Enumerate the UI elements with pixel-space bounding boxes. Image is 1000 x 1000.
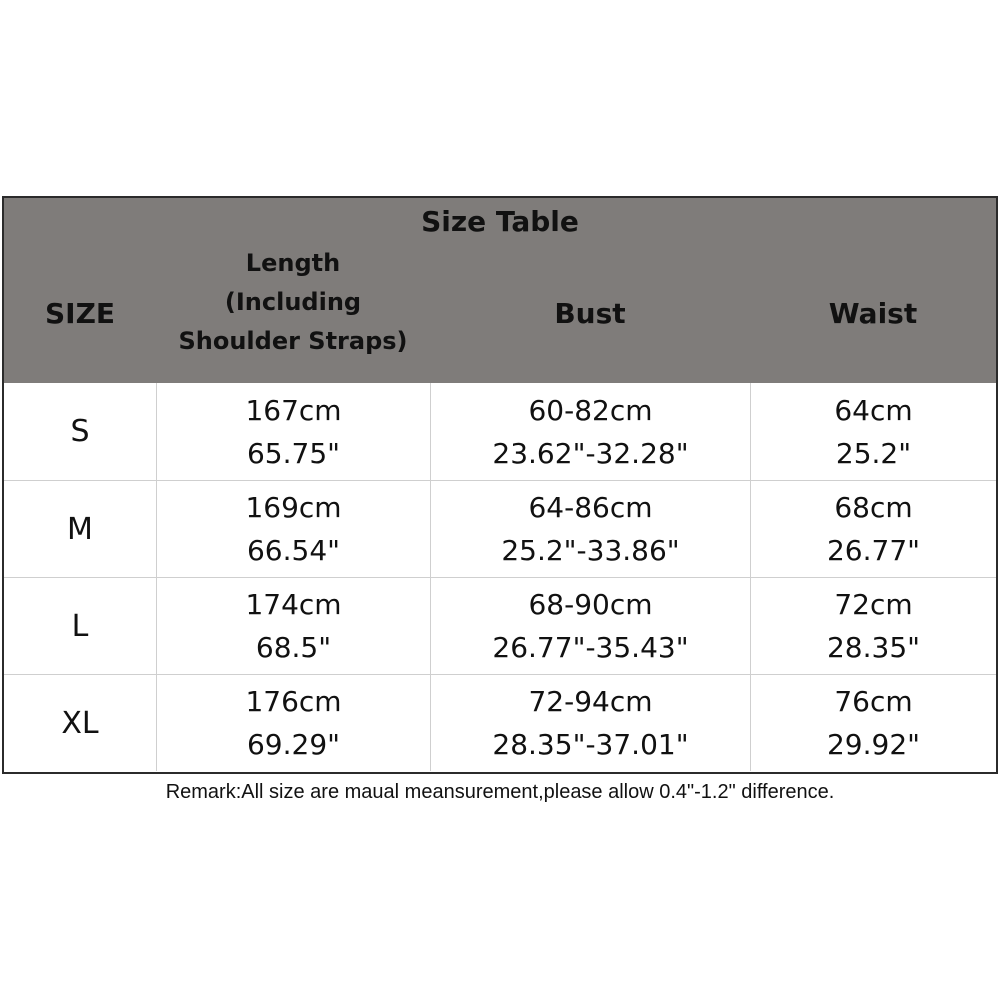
length-cm: 174cm <box>245 588 342 621</box>
size-cell: XL <box>61 705 99 741</box>
header-size: SIZE <box>44 297 115 330</box>
length-cm: 176cm <box>245 685 342 718</box>
bust-cell <box>430 383 750 480</box>
table-row <box>4 674 996 771</box>
bust-in: 23.62"-32.28" <box>492 436 689 470</box>
table-row <box>4 480 996 577</box>
length-cell <box>156 481 430 577</box>
waist-cm: 72cm <box>834 588 913 621</box>
waist-cell <box>750 675 996 771</box>
table-header <box>4 198 996 383</box>
bust-in: 28.35"-37.01" <box>492 728 689 761</box>
length-cell <box>156 675 430 771</box>
length-cell <box>156 383 430 480</box>
length-cell <box>156 578 430 674</box>
header-length <box>156 244 430 361</box>
waist-cell <box>750 383 996 480</box>
length-in: 65.75" <box>246 436 341 470</box>
bust-in: 25.2"-33.86" <box>501 534 680 567</box>
header-length-line-3: Shoulder Straps) <box>178 327 408 355</box>
bust-cell <box>430 578 750 674</box>
waist-in: 26.77" <box>826 534 921 567</box>
waist-cm: 68cm <box>834 491 913 524</box>
header-waist: Waist <box>828 297 918 330</box>
length-cm: 167cm <box>245 393 342 427</box>
bust-cm: 64-86cm <box>528 491 653 524</box>
waist-in: 25.2" <box>835 436 912 470</box>
bust-cm: 72-94cm <box>528 685 653 718</box>
waist-in: 28.35" <box>826 631 921 664</box>
length-in: 66.54" <box>246 534 341 567</box>
length-in: 68.5" <box>255 631 332 664</box>
header-length-line-1: Length <box>245 249 341 277</box>
size-cell: M <box>67 511 93 547</box>
size-cell: S <box>70 414 90 449</box>
length-in: 69.29" <box>246 728 341 761</box>
remark-text: Remark:All size are maual meansurement,please allow 0.4"-1.2" difference. <box>165 781 835 803</box>
table-body <box>4 383 996 772</box>
bust-in: 26.77"-35.43" <box>492 631 689 664</box>
bust-cell <box>430 481 750 577</box>
waist-cell <box>750 481 996 577</box>
waist-in: 29.92" <box>826 728 921 761</box>
bust-cell <box>430 675 750 771</box>
header-bust: Bust <box>554 297 626 330</box>
waist-cm: 64cm <box>834 393 913 427</box>
size-cell: L <box>71 608 89 644</box>
length-cm: 169cm <box>245 491 342 524</box>
table-row <box>4 383 996 480</box>
bust-cm: 60-82cm <box>528 393 653 427</box>
header-length-line-2: (Including <box>224 288 362 316</box>
table-title: Size Table <box>421 205 579 238</box>
bust-cm: 68-90cm <box>528 588 653 621</box>
waist-cell <box>750 578 996 674</box>
table-row <box>4 577 996 674</box>
size-table <box>2 196 998 774</box>
waist-cm: 76cm <box>834 685 913 718</box>
